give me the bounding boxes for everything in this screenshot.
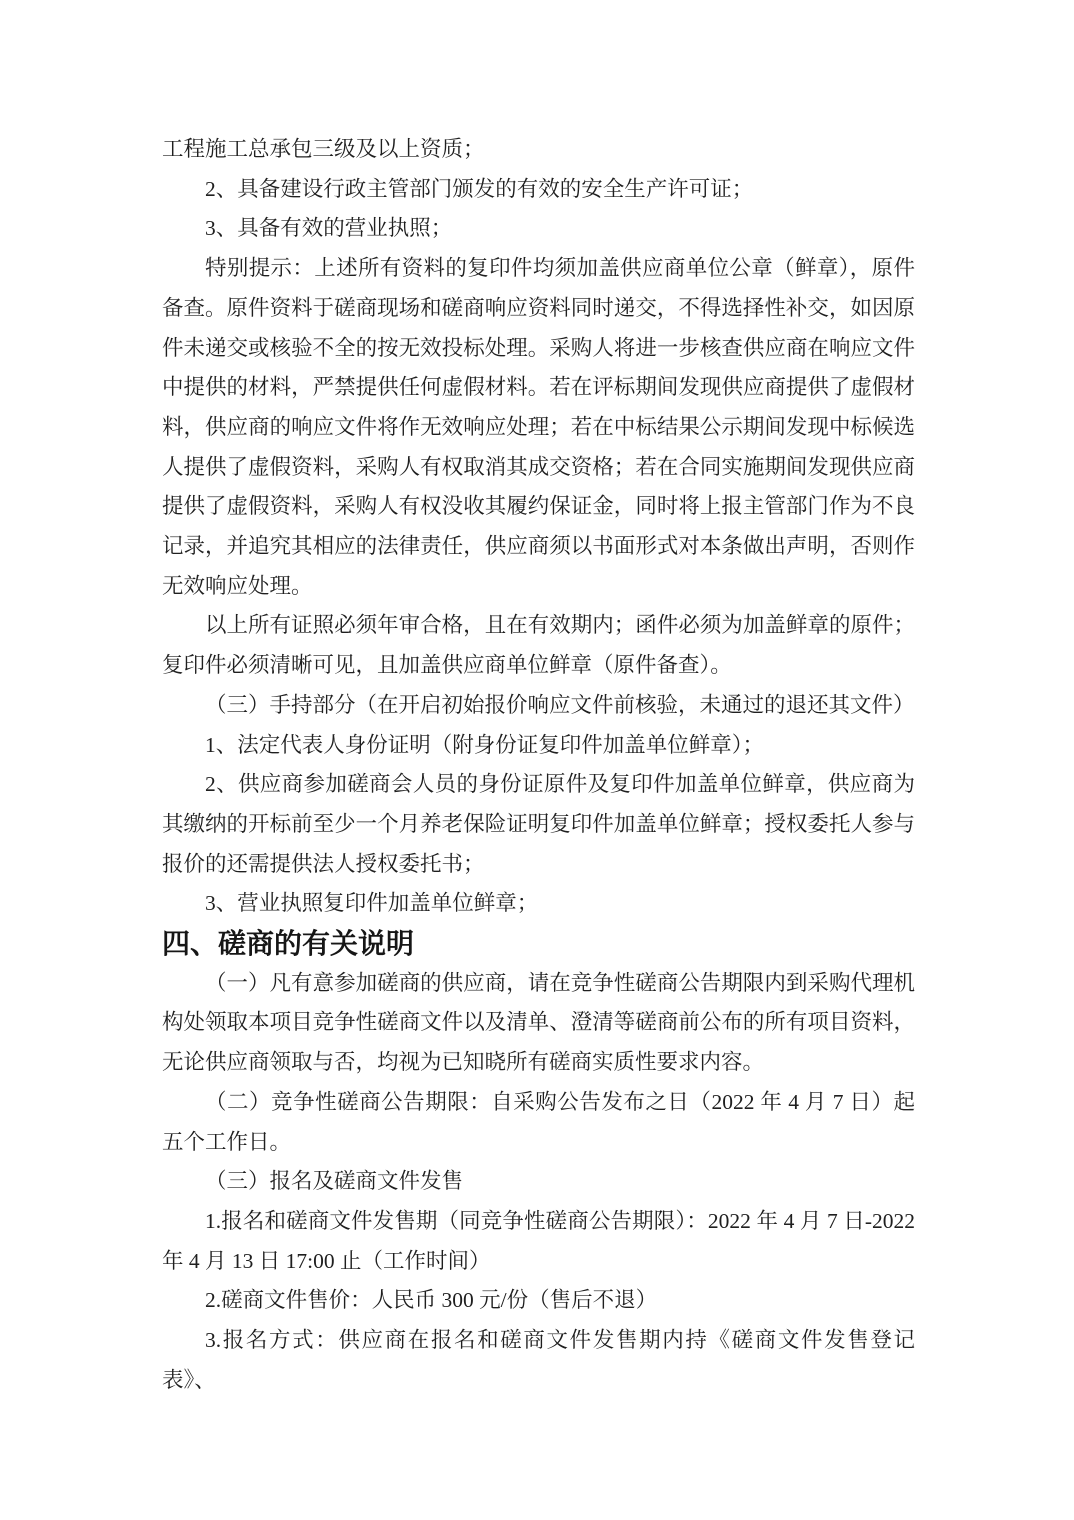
paragraph-sale-period: 1.报名和磋商文件发售期（同竞争性磋商公告期限）：2022 年 4 月 7 日-2022 年 4 月 13 日 17:00 止（工作时间） bbox=[162, 1208, 915, 1273]
document-text-block bbox=[162, 130, 915, 1401]
paragraph-special-notice: 特别提示：上述所有资料的复印件均须加盖供应商单位公章（鲜章），原件备查。原件资料于磋商现场和磋商响应资料同时递交，不得选择性补交，如因原件未递交或核验不全的按无效投标处理。采购人将进一步核查供应商在响应文件中提供的材料，严禁提供任何虚假材料。若在评标期间发现供应商提供了虚假材料，供应商的响应文件将作无效响应处理；若在中标结果公示期间发现中标候选人提供了虚假资料，采购人有权取消其成交资格；若在合同实施期间发现供应商提供了虚假资料，采购人有权没收其履约保证金，同时将上报主管部门作为不良记录，并追究其相应的法律责任，供应商须以书面形式对本条做出声明，否则作无效响应处理。 bbox=[162, 256, 915, 598]
paragraph-note-three-registration-sale: （三）报名及磋商文件发售 bbox=[205, 1169, 464, 1194]
paragraph-note-two-announcement-period: （二）竞争性磋商公告期限：自采购公告发布之日（2022 年 4 月 7 日）起五个工作日。 bbox=[162, 1089, 915, 1154]
paragraph-qualification-continuation: 工程施工总承包三级及以上资质； bbox=[162, 137, 485, 161]
paragraph-business-license-copy: 3、营业执照复印件加盖单位鲜章； bbox=[205, 891, 539, 916]
paragraph-legal-representative-id: 1、法定代表人身份证明（附身份证复印件加盖单位鲜章）； bbox=[205, 732, 765, 757]
paragraph-note-one-document-collection: （一）凡有意参加磋商的供应商，请在竞争性磋商公告期限内到采购代理机构处领取本项目竞争性磋商文件以及清单、澄清等磋商前公布的所有项目资料，无论供应商领取与否，均视为已知晓所有磋商实质性要求内容。 bbox=[162, 970, 915, 1075]
paragraph-list-item-safety-permit: 2、具备建设行政主管部门颁发的有效的安全生产许可证； bbox=[205, 176, 754, 201]
paragraph-document-price: 2.磋商文件售价：人民币 300 元/份（售后不退） bbox=[205, 1288, 658, 1313]
paragraph-attendee-id-requirements: 2、供应商参加磋商会人员的身份证原件及复印件加盖单位鲜章，供应商为其缴纳的开标前至少一个月养老保险证明复印件加盖单位鲜章；授权委托人参与报价的还需提供法人授权委托书； bbox=[162, 772, 915, 876]
paragraph-list-item-business-license: 3、具备有效的营业执照； bbox=[205, 216, 453, 241]
paragraph-certificate-requirements: 以上所有证照必须年审合格，且在有效期内；函件必须为加盖鲜章的原件；复印件必须清晰可见，且加盖供应商单位鲜章（原件备查）。 bbox=[162, 613, 915, 678]
paragraph-handheld-section: （三）手持部分（在开启初始报价响应文件前核验，未通过的退还其文件） bbox=[205, 692, 915, 717]
section-heading-negotiation-notes: 四、磋商的有关说明 bbox=[162, 928, 415, 960]
paragraph-registration-method: 3.报名方式：供应商在报名和磋商文件发售期内持《磋商文件发售登记表》、 bbox=[162, 1328, 915, 1392]
